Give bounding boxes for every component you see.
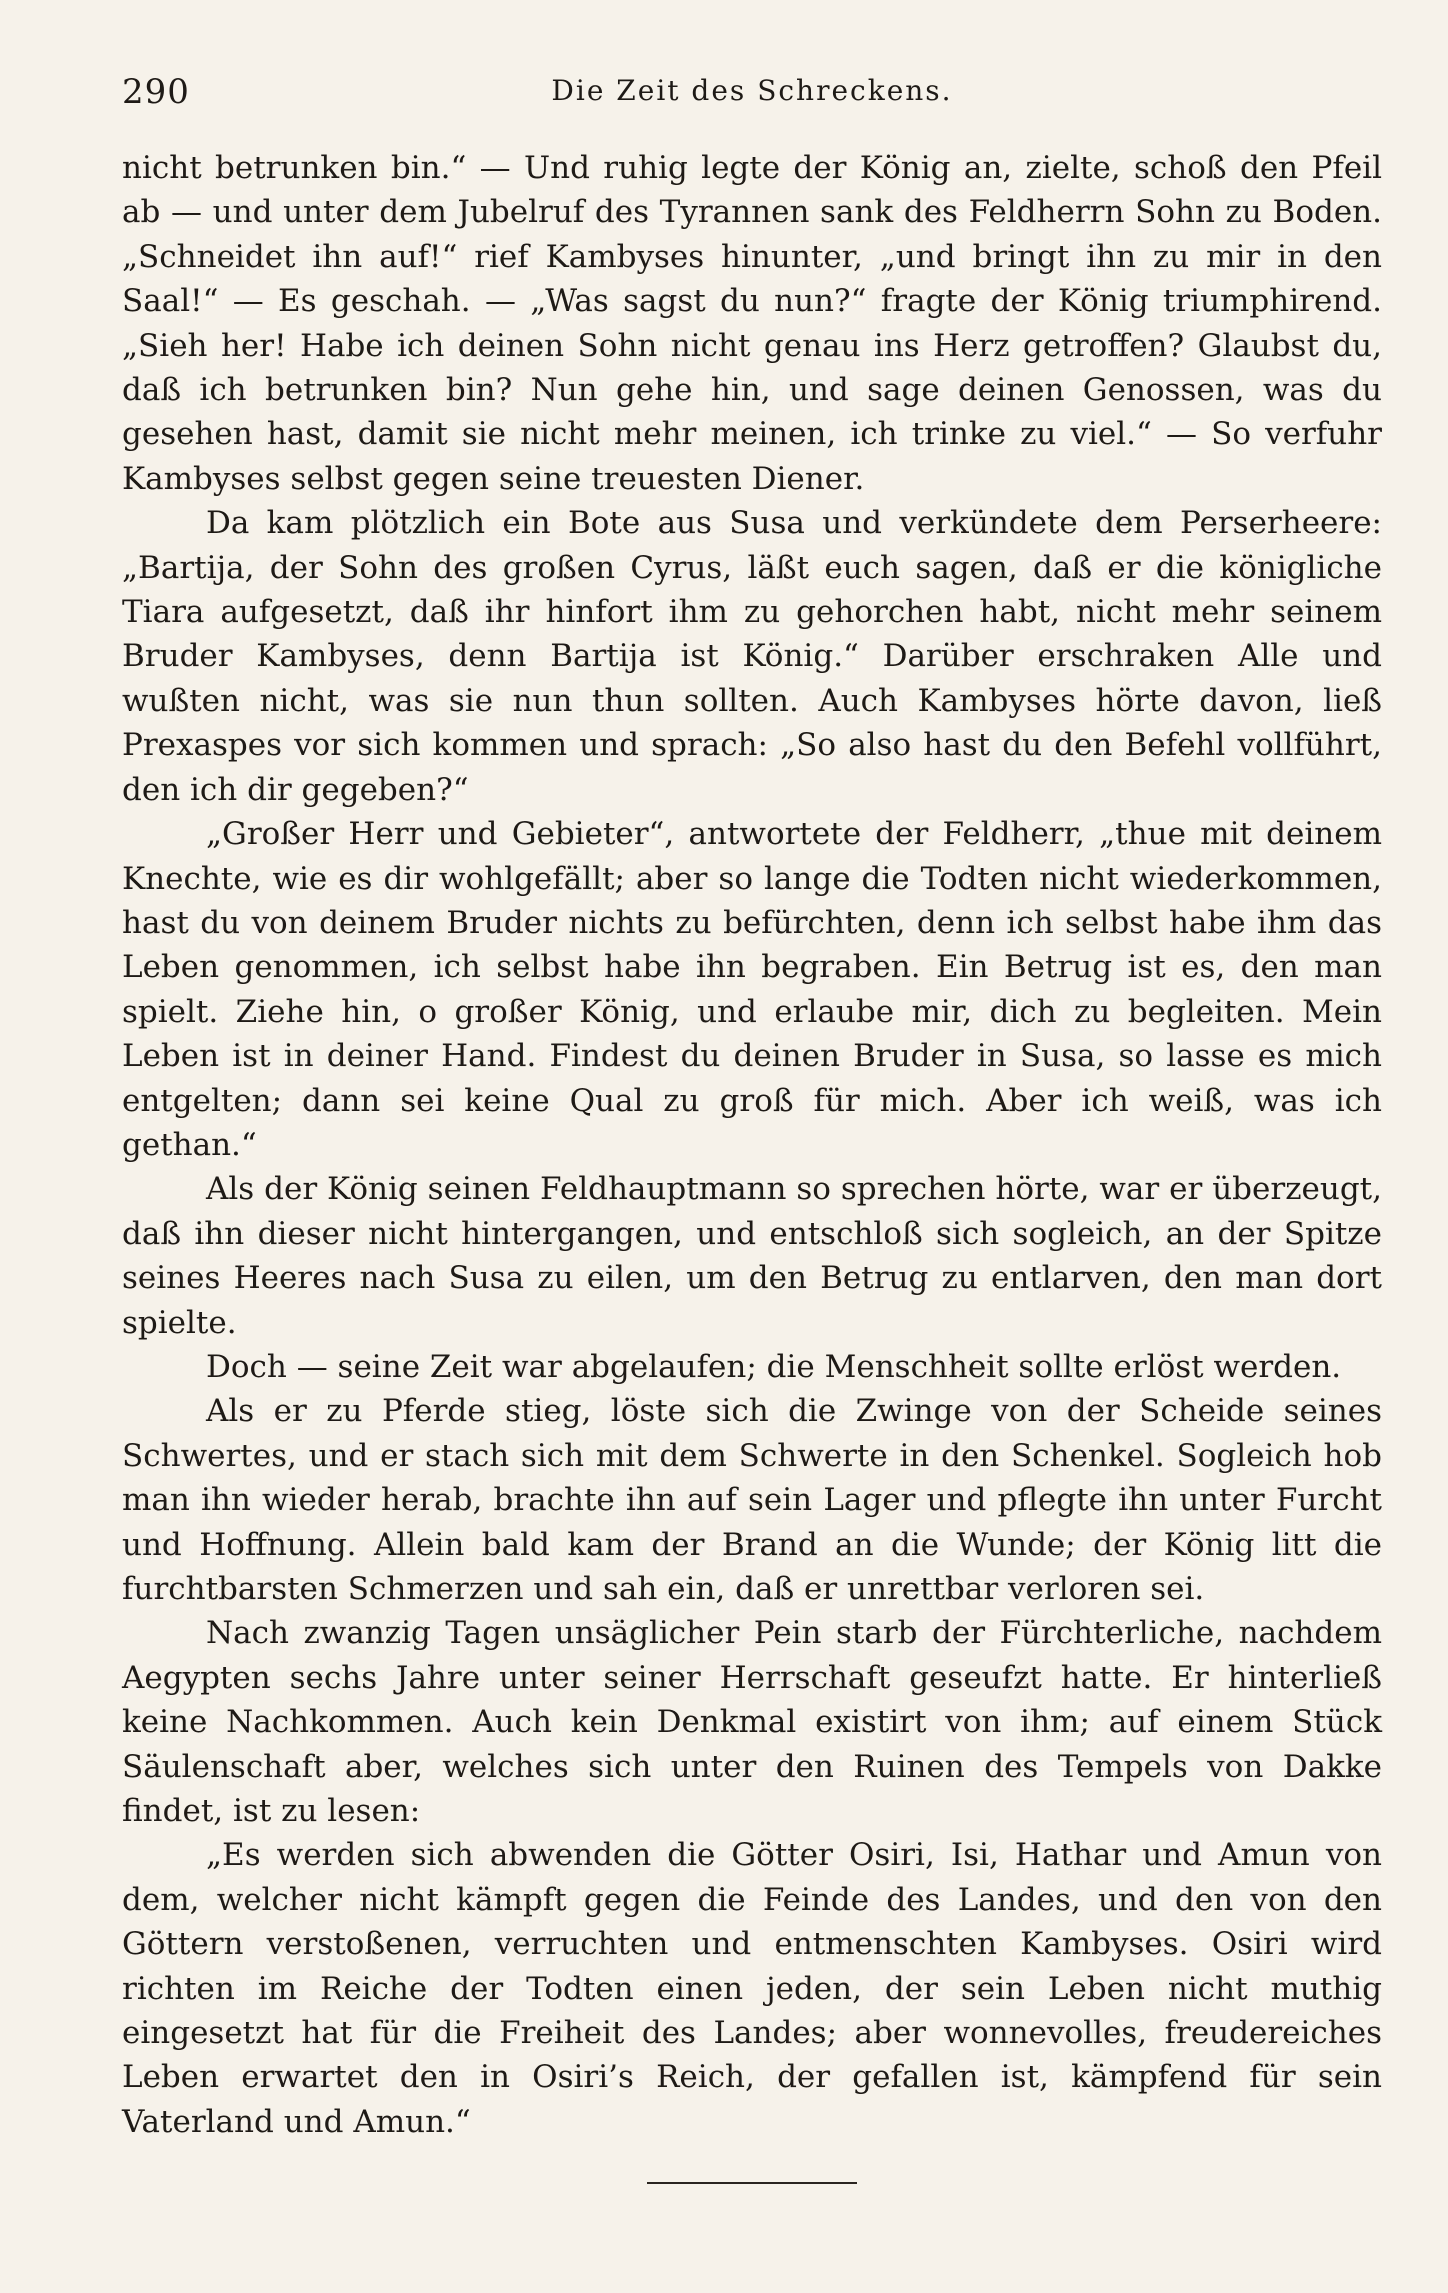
inscription-quote: „Es werden sich abwenden die Götter Osiri, Isi, Hathar und Amun von dem, welcher nicht kämpft gegen die Feinde des Landes, und den von den Göttern verstoßenen, verruchten und entmenschten Kambyses. Osiri wird richten im Reiche der Todten einen jeden, der sein Leben nicht muthig eingesetzt hat für die Freiheit des Landes; aber wonnevolles, freudereiches Leben erwartet den in Osiri’s Reich, der gefallen ist, kämpfend für sein Vaterland und Amun.“: [122, 1837, 1382, 2140]
paragraph: „Großer Herr und Gebieter“, antwortete der Feldherr, „thue mit deinem Knechte, wie es dir wohlgefällt; aber so lange die Todten nicht wiederkommen, hast du von deinem Bruder nichts zu befürchten, denn ich selbst habe ihm das Leben genommen, ich selbst habe ihn begraben. Ein Betrug ist es, den man spielt. Ziehe hin, o großer König, und erlaube mir, dich zu begleiten. Mein Leben ist in deiner Hand. Findest du deinen Bruder in Susa, so lasse es mich entgelten; dann sei keine Qual zu groß für mich. Aber ich weiß, was ich gethan.“: [122, 816, 1382, 1163]
paragraph: Als der König seinen Feldhauptmann so sprechen hörte, war er überzeugt, daß ihn dieser nicht hintergangen, und entschloß sich sogleich, an der Spitze seines Heeres nach Susa zu eilen, um den Betrug zu entlarven, den man dort spielte.: [122, 1171, 1382, 1341]
paragraph: Da kam plötzlich ein Bote aus Susa und verkündete dem Perserheere: „Bartija, der Sohn des großen Cyrus, läßt euch sagen, daß er die königliche Tiara aufgesetzt, daß ihr hinfort ihm zu gehorchen habt, nicht mehr seinem Bruder Kambyses, denn Bartija ist König.“ Darüber erschraken Alle und wußten nicht, was sie nun thun sollten. Auch Kambyses hörte davon, ließ Prexaspes vor sich kommen und sprach: „So also hast du den Befehl vollführt, den ich dir gegeben?“: [122, 505, 1382, 808]
running-title: Die Zeit des Schreckens.: [551, 74, 953, 107]
body-text: [122, 146, 1382, 2144]
chapter-end-rule: [647, 2182, 857, 2184]
paragraph: Nach zwanzig Tagen unsäglicher Pein starb der Fürchterliche, nachdem Aegypten sechs Jahre unter seiner Herrschaft geseufzt hatte. Er hinterließ keine Nachkommen. Auch kein Denkmal existirt von ihm; auf einem Stück Säulenschaft aber, welches sich unter den Ruinen des Tempels von Dakke findet, ist zu lesen:: [122, 1615, 1382, 1830]
book-page: [122, 64, 1382, 2184]
paragraph: Als er zu Pferde stieg, löste sich die Zwinge von der Scheide seines Schwertes, und er stach sich mit dem Schwerte in den Schenkel. Sogleich hob man ihn wieder herab, brachte ihn auf sein Lager und pflegte ihn unter Furcht und Hoffnung. Allein bald kam der Brand an die Wunde; der König litt die furchtbarsten Schmerzen und sah ein, daß er unrettbar verloren sei.: [122, 1393, 1382, 1607]
paragraph-continuation: nicht betrunken bin.“ — Und ruhig legte der König an, zielte, schoß den Pfeil ab — und unter dem Jubelruf des Tyrannen sank des Feldherrn Sohn zu Boden. „Schneidet ihn auf!“ rief Kambyses hinunter, „und bringt ihn zu mir in den Saal!“ — Es geschah. — „Was sagst du nun?“ fragte der König triumphirend. „Sieh her! Habe ich deinen Sohn nicht genau ins Herz getroffen? Glaubst du, daß ich betrunken bin? Nun gehe hin, und sage deinen Genossen, was du gesehen hast, damit sie nicht mehr meinen, ich trinke zu viel.“ — So verfuhr Kambyses selbst gegen seine treuesten Diener.: [122, 150, 1382, 497]
page-number: 290: [122, 72, 190, 112]
running-head: [122, 64, 1382, 124]
paragraph: Doch — seine Zeit war abgelaufen; die Menschheit sollte erlöst werden.: [206, 1348, 1342, 1385]
